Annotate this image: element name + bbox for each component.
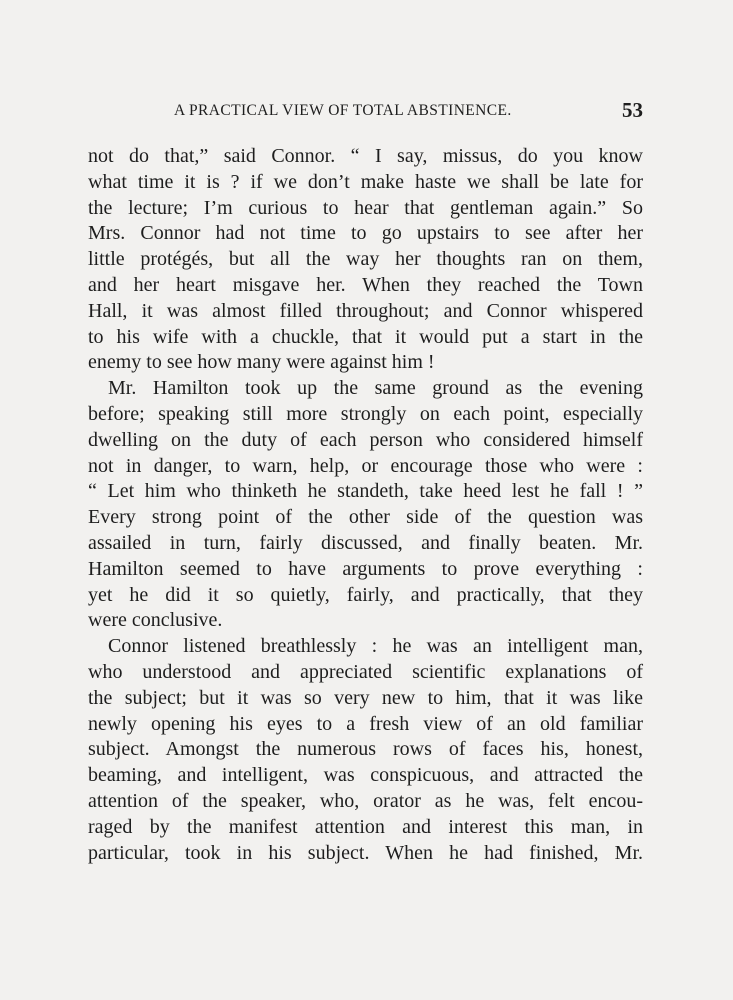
text-line: before; speaking still more strongly on each point, especially (88, 402, 643, 425)
text-line: particular, took in his subject. When he had finished, Mr. (88, 841, 643, 864)
text-line: yet he did it so quietly, fairly, and practically, that they (88, 583, 643, 606)
text-line: and her heart misgave her. When they reached the Town (88, 273, 643, 296)
paragraph-2 (88, 376, 643, 634)
text-line: who understood and appreciated scientific explanations of (88, 660, 643, 683)
text-line: raged by the manifest attention and interest this man, in (88, 815, 643, 838)
text-line: were conclusive. (88, 609, 223, 632)
text-line: to his wife with a chuckle, that it would put a start in the (88, 325, 643, 348)
body-text (88, 144, 643, 866)
text-line: Hall, it was almost filled throughout; and Connor whispered (88, 299, 643, 322)
text-line: subject. Amongst the numerous rows of faces his, honest, (88, 738, 643, 761)
text-line: the lecture; I’m curious to hear that gentleman again.” So (88, 196, 643, 219)
text-line: newly opening his eyes to a fresh view of an old familiar (88, 712, 643, 735)
text-line: Mr. Hamilton took up the same ground as the evening (108, 377, 643, 400)
text-line: Hamilton seemed to have arguments to prove everything : (88, 557, 643, 580)
text-line: Connor listened breathlessly : he was an intelligent man, (108, 635, 643, 658)
text-line: what time it is ? if we don’t make haste we shall be late for (88, 170, 643, 193)
text-line: not in danger, to warn, help, or encourage those who were : (88, 454, 643, 477)
text-line: the subject; but it was so very new to him, that it was like (88, 686, 643, 709)
text-line: dwelling on the duty of each person who considered himself (88, 428, 643, 451)
text-line: beaming, and intelligent, was conspicuous, and attracted the (88, 764, 643, 787)
running-head (88, 100, 643, 132)
paragraph-1 (88, 144, 643, 376)
text-line: attention of the speaker, who, orator as he was, felt encou- (88, 789, 643, 812)
paragraph-3 (88, 634, 643, 866)
text-line: “ Let him who thinketh he standeth, take heed lest he fall ! ” (88, 480, 643, 503)
text-line: assailed in turn, fairly discussed, and finally beaten. Mr. (88, 531, 643, 554)
text-line: Every strong point of the other side of the question was (88, 506, 643, 529)
text-line: little protégés, but all the way her thoughts ran on them, (88, 248, 643, 271)
text-line: Mrs. Connor had not time to go upstairs to see after her (88, 222, 643, 245)
page-number: 53 (622, 98, 643, 122)
text-line: not do that,” said Connor. “ I say, missus, do you know (88, 145, 643, 167)
book-page (88, 100, 643, 900)
running-title: A PRACTICAL VIEW OF TOTAL ABSTINENCE. (174, 102, 512, 119)
text-line: enemy to see how many were against him ! (88, 351, 435, 374)
